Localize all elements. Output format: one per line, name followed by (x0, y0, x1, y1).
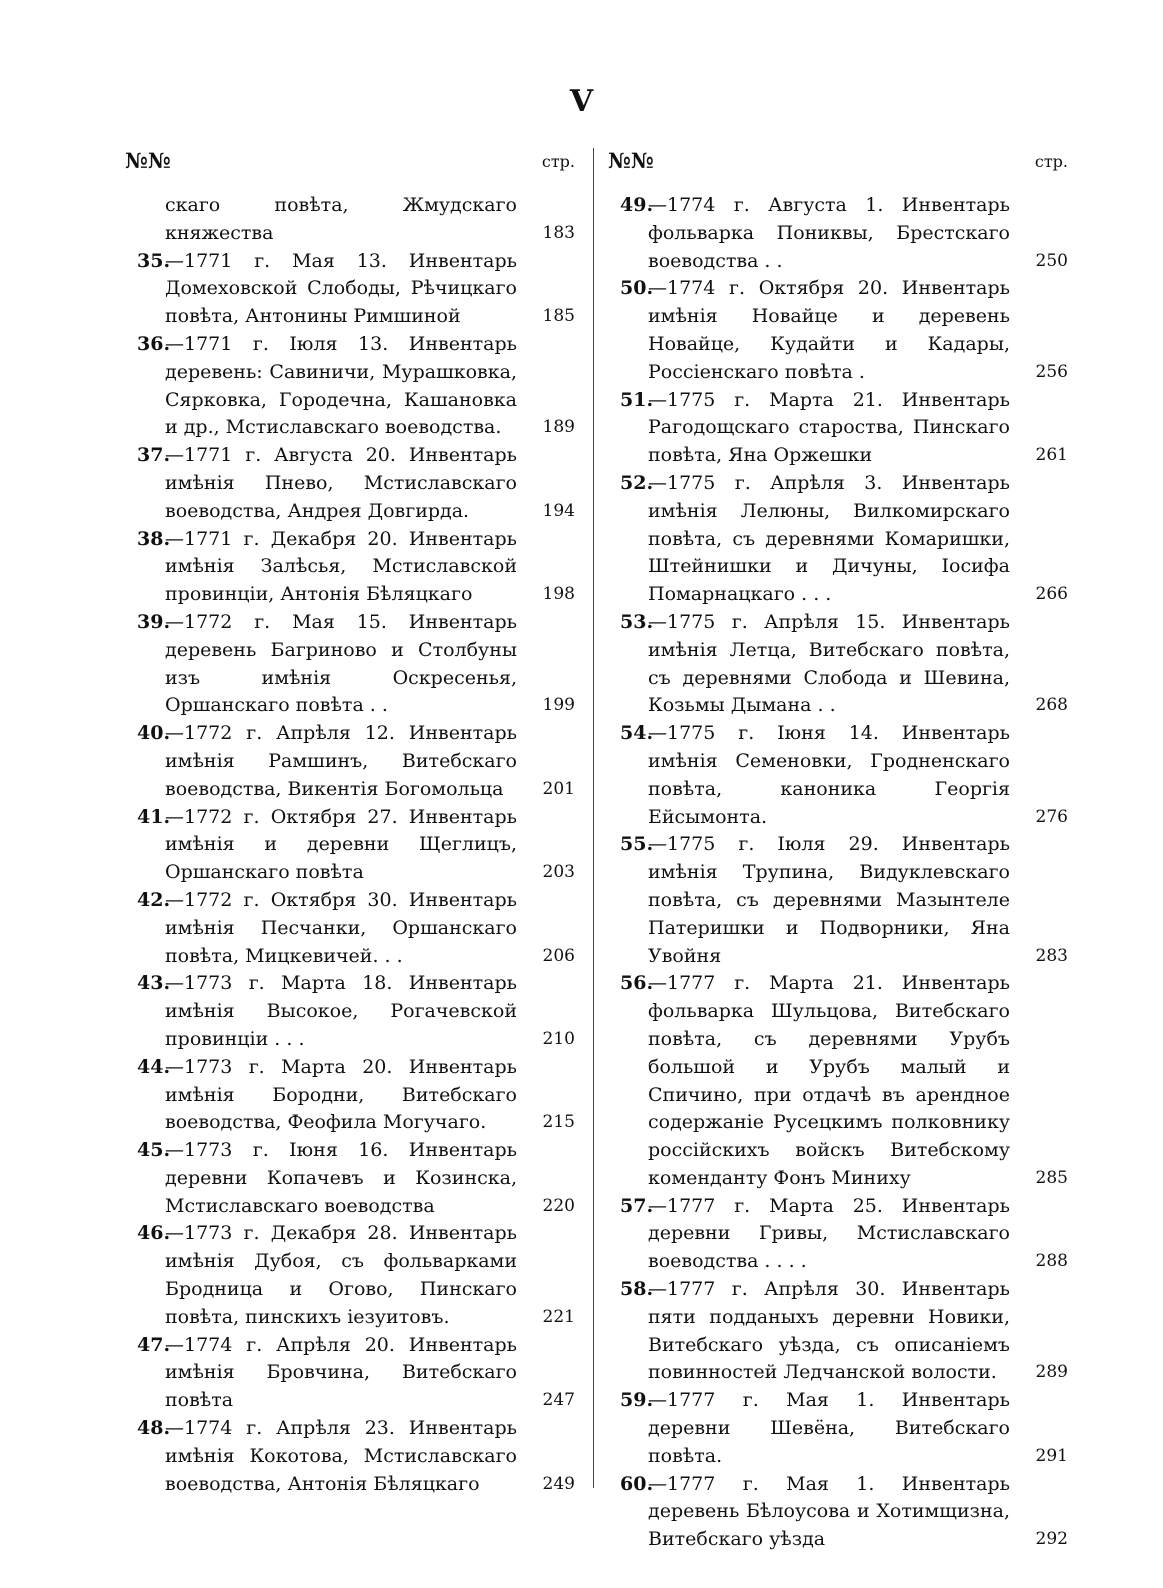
entry-text: —1775 г. Марта 21. Инвентарь Рагодощскаго староства, Пинскаго повѣта, Яна Оржешки (648, 388, 1010, 467)
entry-number: 41. (137, 805, 171, 828)
toc-entry (608, 1276, 1068, 1387)
entry-page: 194 (542, 500, 575, 521)
toc-entry (608, 720, 1068, 831)
entry-page: 285 (1035, 1167, 1068, 1188)
entry-page: 276 (1035, 806, 1068, 827)
entry-text: —1777 г. Марта 21. Инвентарь фольварка Шульцова, Витебскаго повѣта, съ деревнями Урубъ большой и Урубъ малый и Спичино, при отдачѣ въ арендное содержаніе Русецкимъ полковнику россійскихъ войскъ Витебскому коменданту Фонъ Миниху (648, 972, 1010, 1189)
entry-page: 250 (1035, 250, 1068, 271)
entry-text: —1775 г. Іюля 29. Инвентарь имѣнія Трупина, Видуклевскаго повѣта, съ деревнями Мазынтеле Патеришки и Подворники, Яна Увойня (648, 833, 1010, 967)
entry-page: 291 (1035, 1445, 1068, 1466)
toc-entry (608, 970, 1068, 1192)
toc-entry (608, 470, 1068, 609)
toc-entry (125, 192, 575, 248)
entry-text: —1772 г. Октября 30. Инвентарь имѣнія Песчанки, Оршанскаго повѣта, Мицкевичей. . . (165, 888, 517, 967)
entry-text: —1771 г. Іюля 13. Инвентарь деревень: Савиничи, Мурашковка, Сярковка, Городечна, Кашановка и др., Мстиславскаго воеводства. (165, 332, 517, 439)
page-label: стр. (1034, 152, 1068, 171)
entry-number: 39. (137, 610, 171, 633)
entry-number: 57. (620, 1194, 654, 1217)
toc-entry (125, 331, 575, 442)
toc-entry (608, 192, 1068, 275)
entry-page: 261 (1035, 445, 1068, 466)
entry-page: 210 (542, 1028, 575, 1049)
entry-text: —1775 г. Апрѣля 3. Инвентарь имѣнія Лелюны, Вилкомирскаго повѣта, съ деревнями Комаришки, Штейнишки и Дичуны, Іосифа Помарнацкаго . . . (648, 471, 1010, 606)
toc-entry (608, 387, 1068, 470)
entry-number: 58. (620, 1278, 654, 1301)
entry-text: скаго повѣта, Жмудскаго княжества (165, 194, 517, 244)
entry-number: 35. (137, 249, 171, 272)
entry-text: —1773 г. Марта 18. Инвентарь имѣнія Высокое, Рогачевской провинціи . . . (165, 972, 517, 1050)
entry-text: —1777 г. Мая 1. Инвентарь деревни Шевёна, Витебскаго повѣта. (648, 1389, 1010, 1467)
entry-text: —1773 г. Декабря 28. Инвентарь имѣнія Дубоя, съ фольварками Бродница и Огово, Пинскаго повѣта, пинскихъ іезуитовъ. (165, 1222, 517, 1328)
entry-text: —1777 г. Марта 25. Инвентарь деревни Гривы, Мстиславскаго воеводства . . . . (648, 1194, 1010, 1273)
entry-text: —1774 г. Августа 1. Инвентарь фольварка Пониквы, Брестскаго воеводства . . (648, 194, 1010, 272)
entry-text: —1774 г. Апрѣля 20. Инвентарь имѣнія Бровчина, Витебскаго повѣта (165, 1333, 517, 1412)
entry-page: 292 (1035, 1529, 1068, 1550)
entry-number: 36. (137, 332, 171, 355)
page-number: V (569, 84, 594, 119)
toc-entry (125, 1415, 575, 1498)
entry-page: 283 (1035, 945, 1068, 966)
entry-page: 215 (542, 1112, 575, 1133)
entry-number: 49. (620, 194, 654, 216)
right-entry-list (608, 192, 1068, 1554)
entry-number: 46. (137, 1222, 171, 1245)
numbers-label: №№ (608, 148, 654, 173)
entry-page: 203 (542, 862, 575, 883)
entry-page: 220 (542, 1195, 575, 1216)
toc-entry (125, 609, 575, 720)
toc-entry (125, 1332, 575, 1415)
entry-page: 183 (542, 222, 575, 243)
entry-number: 52. (620, 471, 654, 494)
entry-page: 289 (1035, 1362, 1068, 1383)
entry-text: —1772 г. Октября 27. Инвентарь имѣнія и деревни Щеглицъ, Оршанскаго повѣта (165, 805, 517, 884)
left-column-header (125, 148, 575, 192)
right-column (608, 148, 1068, 1554)
entry-number: 53. (620, 610, 654, 633)
toc-entry (608, 1471, 1068, 1554)
entry-text: —1777 г. Мая 1. Инвентарь деревень Бѣлоусова и Хотимщизна, Витебскаго уѣзда (648, 1472, 1010, 1551)
entry-number: 42. (137, 888, 171, 911)
entry-number: 37. (137, 444, 171, 467)
entry-text: —1772 г. Апрѣля 12. Инвентарь имѣнія Рамшинъ, Витебскаго воеводства, Викентія Богомольца (165, 722, 517, 800)
toc-entry (608, 831, 1068, 970)
entry-number: 47. (137, 1333, 171, 1356)
entry-number: 38. (137, 527, 171, 550)
toc-entry (608, 1387, 1068, 1470)
entry-number: 51. (620, 388, 654, 411)
entry-text: —1774 г. Октября 20. Инвентарь имѣнія Новайце и деревень Новайце, Кудайти и Кадары, Россіенскаго повѣта . (648, 277, 1010, 383)
entry-number: 40. (137, 722, 171, 745)
entry-number: 60. (620, 1472, 654, 1495)
left-entry-list (125, 192, 575, 1498)
toc-entry (125, 970, 575, 1053)
entry-number: 45. (137, 1139, 171, 1162)
page-label: стр. (541, 152, 575, 171)
entry-text: —1771 г. Декабря 20. Инвентарь имѣнія Залѣсья, Мстиславской провинціи, Антонія Бѣляцкаго (165, 527, 517, 606)
entry-number: 54. (620, 722, 654, 745)
entry-page: 247 (542, 1390, 575, 1411)
entry-page: 206 (542, 945, 575, 966)
entry-text: —1777 г. Апрѣля 30. Инвентарь пяти подданыхъ деревни Новики, Витебскаго уѣзда, съ описаніемъ повинностей Ледчанской волости. (648, 1278, 1010, 1384)
entry-page: 199 (542, 695, 575, 716)
entry-text: —1771 г. Августа 20. Инвентарь имѣнія Пнево, Мстиславскаго воеводства, Андрея Довгирда. (165, 444, 517, 522)
column-divider (593, 148, 594, 1488)
numbers-label: №№ (125, 148, 171, 173)
entry-page: 256 (1035, 361, 1068, 382)
toc-entry (125, 887, 575, 970)
entry-page: 189 (542, 417, 575, 438)
entry-number: 55. (620, 833, 654, 856)
entry-number: 43. (137, 972, 171, 995)
toc-entry (125, 526, 575, 609)
entry-text: —1775 г. Іюня 14. Инвентарь имѣнія Семеновки, Гродненскаго повѣта, каноника Георгія Ейсымонта. (648, 722, 1010, 828)
entry-number: 56. (620, 972, 654, 995)
toc-entry (125, 1220, 575, 1331)
toc-entry (125, 720, 575, 803)
entry-text: —1772 г. Мая 15. Инвентарь деревень Багриново и Столбуны изъ имѣнія Оскресенья, Оршанскаго повѣта . . (165, 610, 517, 717)
entry-number: 48. (137, 1417, 171, 1440)
toc-entry (125, 1137, 575, 1220)
entry-page: 268 (1035, 695, 1068, 716)
toc-entry (608, 609, 1068, 720)
entry-page: 266 (1035, 584, 1068, 605)
left-column (125, 148, 575, 1498)
entry-text: —1774 г. Апрѣля 23. Инвентарь имѣнія Кокотова, Мстиславскаго воеводства, Антонія Бѣляцкаго (165, 1417, 517, 1495)
entry-page: 201 (542, 778, 575, 799)
toc-entry (608, 1193, 1068, 1276)
entry-text: —1771 г. Мая 13. Инвентарь Домеховской Слободы, Рѣчицкаго повѣта, Антонины Римшиной (165, 249, 517, 328)
entry-page: 288 (1035, 1251, 1068, 1272)
entry-text: —1773 г. Марта 20. Инвентарь имѣнія Бородни, Витебскаго воеводства, Феофила Могучаго. (165, 1055, 517, 1134)
entry-number: 59. (620, 1389, 654, 1412)
right-column-header (608, 148, 1068, 192)
entry-number: 50. (620, 277, 654, 300)
entry-page: 185 (542, 306, 575, 327)
toc-entry (125, 1054, 575, 1137)
toc-entry (125, 248, 575, 331)
entry-page: 198 (542, 584, 575, 605)
entry-text: —1775 г. Апрѣля 15. Инвентарь имѣнія Летца, Витебскаго повѣта, съ деревнями Слобода и Шевина, Козьмы Дымана . . (648, 610, 1010, 717)
toc-entry (125, 442, 575, 525)
toc-entry (608, 275, 1068, 386)
toc-entry (125, 804, 575, 887)
entry-text: —1773 г. Іюня 16. Инвентарь деревни Копачевъ и Козинска, Мстиславскаго воеводства (165, 1139, 517, 1217)
entry-number: 44. (137, 1055, 171, 1078)
entry-page: 221 (542, 1306, 575, 1327)
entry-page: 249 (542, 1473, 575, 1494)
